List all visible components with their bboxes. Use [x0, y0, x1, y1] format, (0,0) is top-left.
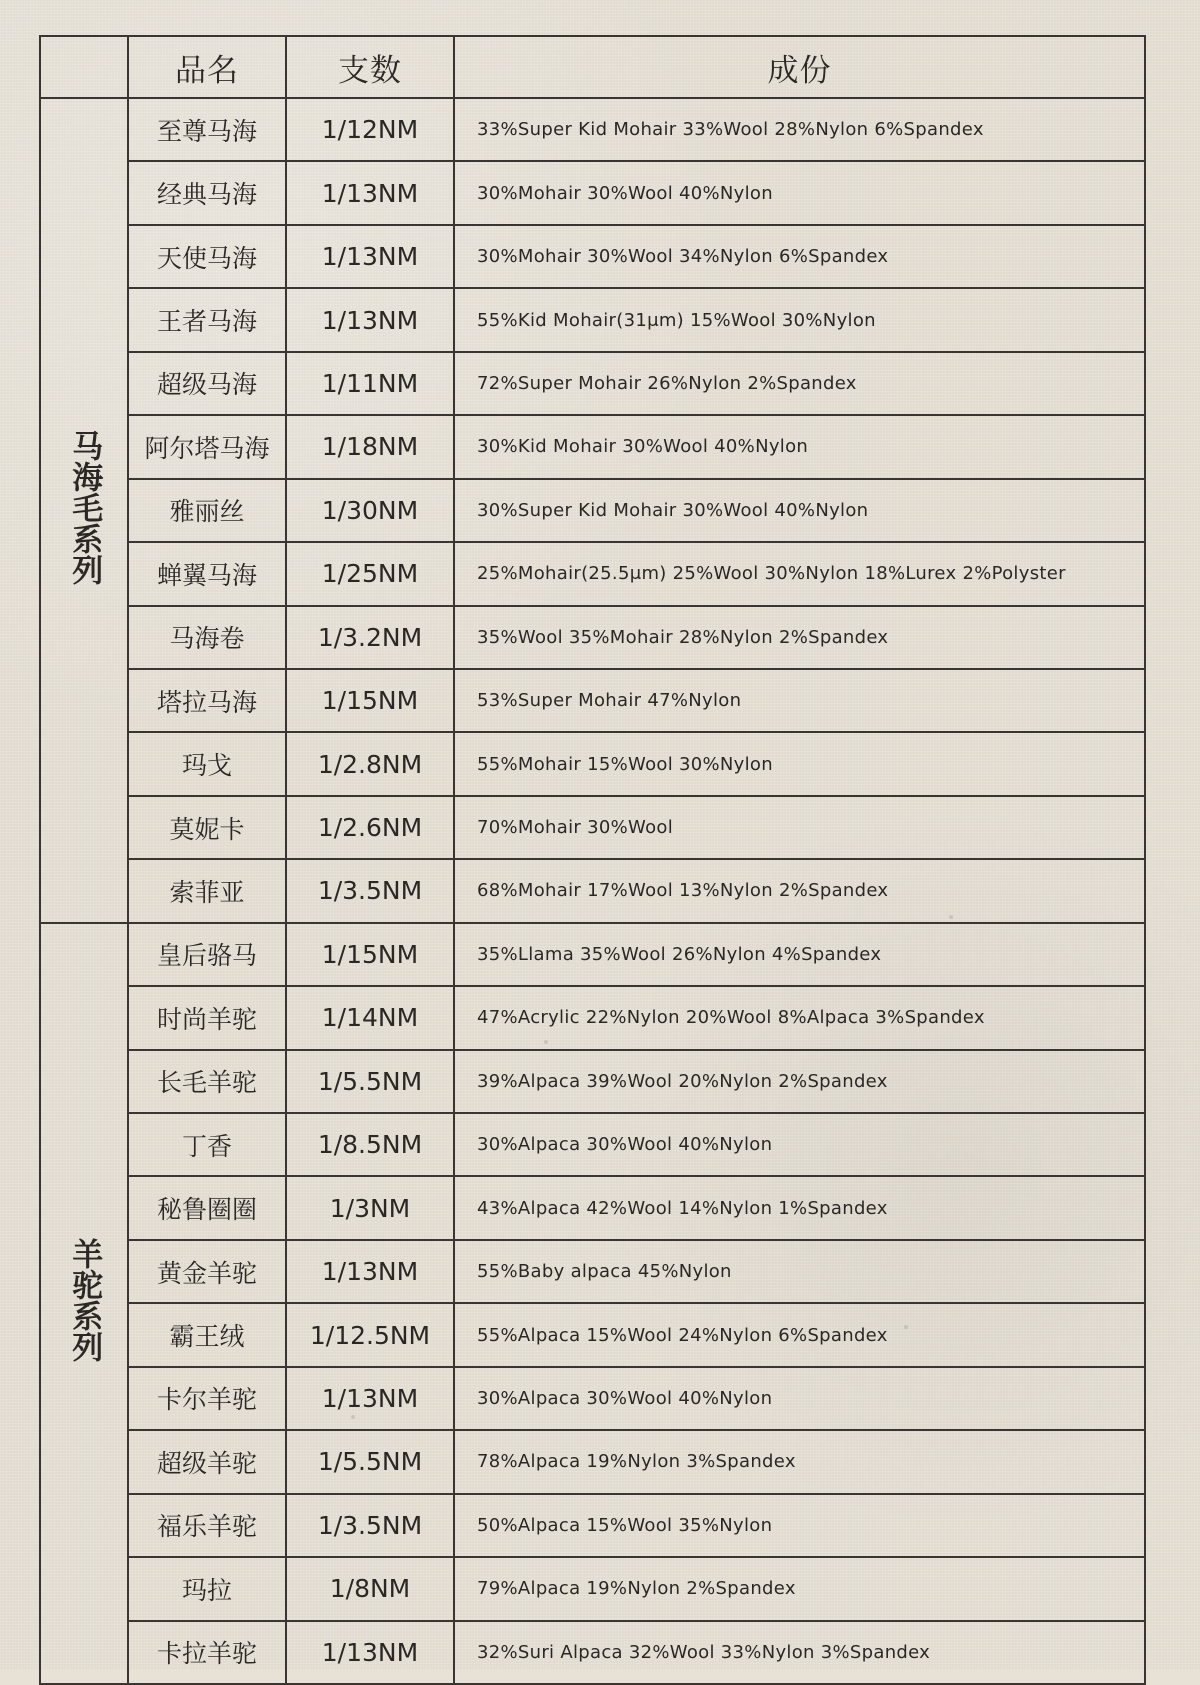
product-name: 皇后骆马: [128, 923, 286, 986]
spec-sheet: [39, 35, 1146, 1669]
yarn-count: 1/3NM: [286, 1176, 454, 1239]
product-name: 莫妮卡: [128, 796, 286, 859]
composition: 35%Llama 35%Wool 26%Nylon 4%Spandex: [454, 923, 1145, 986]
paper-speck: [589, 1145, 593, 1149]
table-row: [40, 1367, 1145, 1430]
yarn-count: 1/8.5NM: [286, 1113, 454, 1176]
yarn-count: 1/12NM: [286, 98, 454, 161]
series-header: [40, 36, 128, 98]
yarn-count: 1/15NM: [286, 923, 454, 986]
composition: 39%Alpaca 39%Wool 20%Nylon 2%Spandex: [454, 1050, 1145, 1113]
table-row: [40, 796, 1145, 859]
table-row: [40, 542, 1145, 605]
composition: 72%Super Mohair 26%Nylon 2%Spandex: [454, 352, 1145, 415]
composition: 53%Super Mohair 47%Nylon: [454, 669, 1145, 732]
yarn-count: 1/13NM: [286, 1367, 454, 1430]
table-header: [40, 36, 1145, 98]
yarn-count: 1/2.8NM: [286, 732, 454, 795]
product-name: 秘鲁圈圈: [128, 1176, 286, 1239]
product-name: 王者马海: [128, 288, 286, 351]
composition: 30%Mohair 30%Wool 34%Nylon 6%Spandex: [454, 225, 1145, 288]
product-name: 超级羊驼: [128, 1430, 286, 1493]
name-header: 品名: [128, 36, 286, 98]
composition: 35%Wool 35%Mohair 28%Nylon 2%Spandex: [454, 606, 1145, 669]
product-name: 塔拉马海: [128, 669, 286, 732]
table-row: [40, 415, 1145, 478]
series-label: [40, 923, 128, 1684]
paper-speck: [904, 1325, 908, 1329]
product-name: 卡尔羊驼: [128, 1367, 286, 1430]
table-row: [40, 98, 1145, 161]
yarn-count: 1/14NM: [286, 986, 454, 1049]
composition: 68%Mohair 17%Wool 13%Nylon 2%Spandex: [454, 859, 1145, 922]
yarn-count: 1/13NM: [286, 1240, 454, 1303]
table-row: [40, 859, 1145, 922]
composition: 30%Super Kid Mohair 30%Wool 40%Nylon: [454, 479, 1145, 542]
composition: 30%Kid Mohair 30%Wool 40%Nylon: [454, 415, 1145, 478]
yarn-count: 1/13NM: [286, 288, 454, 351]
product-name: 霸王绒: [128, 1303, 286, 1366]
yarn-count: 1/12.5NM: [286, 1303, 454, 1366]
composition: 55%Alpaca 15%Wool 24%Nylon 6%Spandex: [454, 1303, 1145, 1366]
product-name: 至尊马海: [128, 98, 286, 161]
table-row: [40, 1621, 1145, 1684]
product-name: 经典马海: [128, 161, 286, 224]
table-row: [40, 161, 1145, 224]
composition: 70%Mohair 30%Wool: [454, 796, 1145, 859]
paper-speck: [949, 915, 953, 919]
product-name: 卡拉羊驼: [128, 1621, 286, 1684]
series-label: [40, 98, 128, 923]
yarn-count: 1/11NM: [286, 352, 454, 415]
composition: 30%Mohair 30%Wool 40%Nylon: [454, 161, 1145, 224]
table-row: [40, 606, 1145, 669]
table-row: [40, 1176, 1145, 1239]
composition: 55%Baby alpaca 45%Nylon: [454, 1240, 1145, 1303]
yarn-count: 1/8NM: [286, 1557, 454, 1620]
product-name: 蝉翼马海: [128, 542, 286, 605]
table-row: [40, 1303, 1145, 1366]
composition: 55%Mohair 15%Wool 30%Nylon: [454, 732, 1145, 795]
paper-speck: [544, 1040, 548, 1044]
yarn-count: 1/13NM: [286, 225, 454, 288]
composition: 30%Alpaca 30%Wool 40%Nylon: [454, 1367, 1145, 1430]
composition: 55%Kid Mohair(31μm) 15%Wool 30%Nylon: [454, 288, 1145, 351]
paper-speck: [351, 1415, 355, 1419]
table-row: [40, 288, 1145, 351]
table-row: [40, 1557, 1145, 1620]
yarn-count: 1/18NM: [286, 415, 454, 478]
yarn-count: 1/3.5NM: [286, 1494, 454, 1557]
yarn-count: 1/2.6NM: [286, 796, 454, 859]
product-name: 超级马海: [128, 352, 286, 415]
product-name: 福乐羊驼: [128, 1494, 286, 1557]
yarn-count: 1/3.5NM: [286, 859, 454, 922]
yarn-count: 1/3.2NM: [286, 606, 454, 669]
product-name: 长毛羊驼: [128, 1050, 286, 1113]
product-name: 黄金羊驼: [128, 1240, 286, 1303]
composition: 78%Alpaca 19%Nylon 3%Spandex: [454, 1430, 1145, 1493]
composition: 33%Super Kid Mohair 33%Wool 28%Nylon 6%Spandex: [454, 98, 1145, 161]
product-name: 天使马海: [128, 225, 286, 288]
product-name: 玛戈: [128, 732, 286, 795]
table-row: [40, 479, 1145, 542]
product-name: 玛拉: [128, 1557, 286, 1620]
table-row: [40, 1430, 1145, 1493]
series-label-text: 马海毛系列: [66, 429, 103, 585]
table-row: [40, 986, 1145, 1049]
product-name: 马海卷: [128, 606, 286, 669]
yarn-count: 1/13NM: [286, 161, 454, 224]
yarn-count: 1/15NM: [286, 669, 454, 732]
table-row: [40, 1050, 1145, 1113]
yarn-count: 1/25NM: [286, 542, 454, 605]
count-header: 支数: [286, 36, 454, 98]
yarn-count: 1/5.5NM: [286, 1430, 454, 1493]
composition: 50%Alpaca 15%Wool 35%Nylon: [454, 1494, 1145, 1557]
table-row: [40, 352, 1145, 415]
table-row: [40, 1240, 1145, 1303]
header-row: [40, 36, 1145, 98]
composition: 30%Alpaca 30%Wool 40%Nylon: [454, 1113, 1145, 1176]
composition: 79%Alpaca 19%Nylon 2%Spandex: [454, 1557, 1145, 1620]
yarn-count: 1/30NM: [286, 479, 454, 542]
composition-header: 成份: [454, 36, 1145, 98]
table-row: [40, 1494, 1145, 1557]
table-row: [40, 923, 1145, 986]
table-body: [40, 98, 1145, 1684]
table-row: [40, 225, 1145, 288]
product-name: 阿尔塔马海: [128, 415, 286, 478]
yarn-count: 1/13NM: [286, 1621, 454, 1684]
product-spec-table: [39, 35, 1146, 1685]
composition: 32%Suri Alpaca 32%Wool 33%Nylon 3%Spandex: [454, 1621, 1145, 1684]
table-row: [40, 669, 1145, 732]
composition: 43%Alpaca 42%Wool 14%Nylon 1%Spandex: [454, 1176, 1145, 1239]
product-name: 索菲亚: [128, 859, 286, 922]
product-name: 时尚羊驼: [128, 986, 286, 1049]
yarn-count: 1/5.5NM: [286, 1050, 454, 1113]
product-name: 丁香: [128, 1113, 286, 1176]
table-row: [40, 732, 1145, 795]
composition: 47%Acrylic 22%Nylon 20%Wool 8%Alpaca 3%Spandex: [454, 986, 1145, 1049]
product-name: 雅丽丝: [128, 479, 286, 542]
series-label-text: 羊驼系列: [66, 1238, 103, 1363]
composition: 25%Mohair(25.5μm) 25%Wool 30%Nylon 18%Lurex 2%Polyster: [454, 542, 1145, 605]
